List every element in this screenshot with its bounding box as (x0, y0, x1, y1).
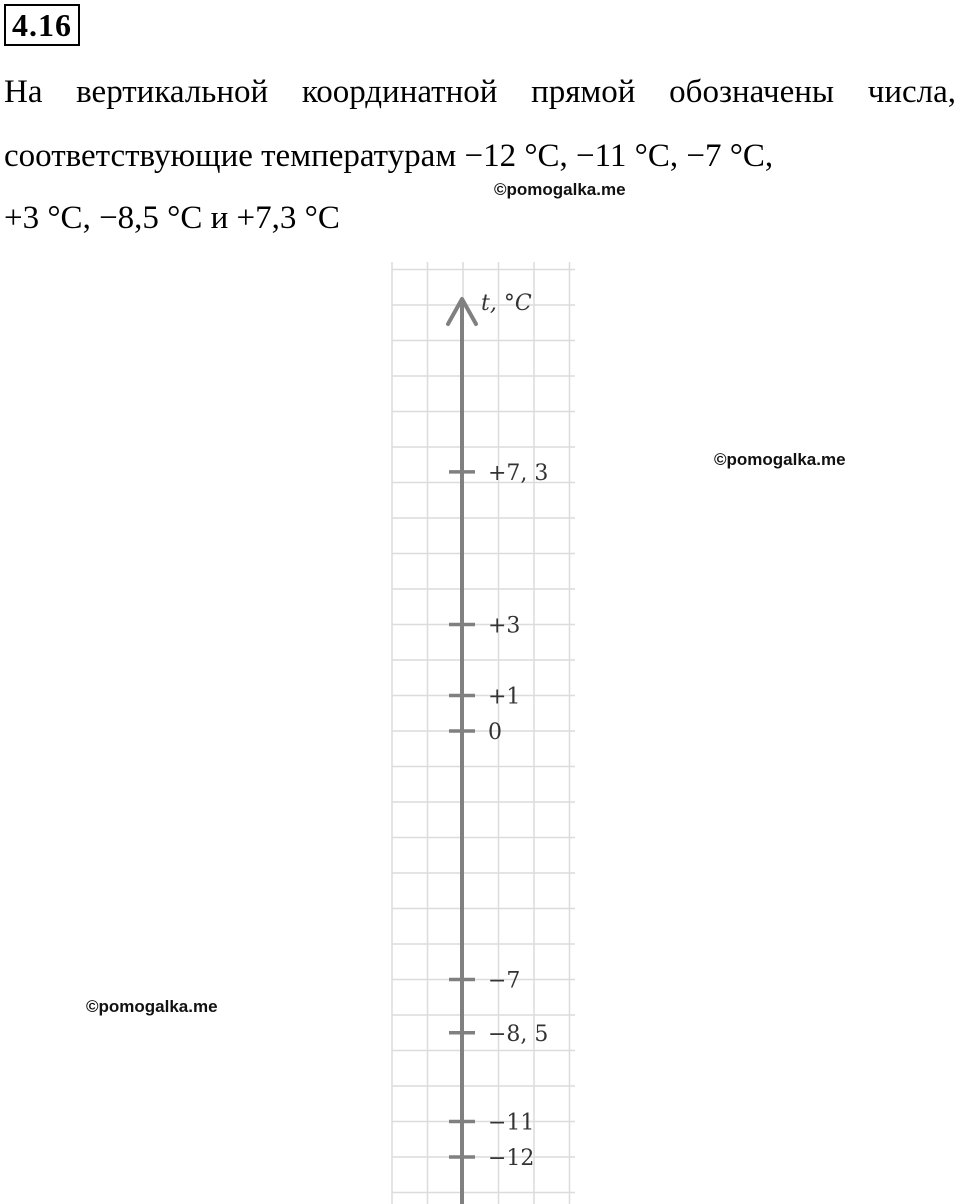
tick-label: −8, 5 (488, 1021, 549, 1047)
statement-line-2: соответствующие температурам −12 °C, −11 °C, −7 °C, (4, 138, 774, 174)
tick-label: −11 (488, 1110, 535, 1136)
tick-label: −7 (488, 968, 521, 994)
problem-number: 4.16 (4, 4, 80, 46)
tick-label: 0 (488, 720, 502, 745)
statement-line-3: +3 °C, −8,5 °C и +7,3 °C (4, 200, 340, 236)
statement-line-1: На вертикальной координатной прямой обозначены числа, (4, 74, 956, 110)
grid (392, 262, 575, 1204)
tick-label: +3 (488, 613, 521, 639)
tick-label: −12 (488, 1146, 535, 1171)
tick-label: +7, 3 (488, 460, 549, 486)
watermark: ©pomogalka.me (714, 450, 846, 469)
tick-label: +1 (488, 684, 521, 710)
watermark: ©pomogalka.me (86, 997, 218, 1016)
watermark: ©pomogalka.me (494, 180, 626, 199)
axis-label: t, °C (481, 291, 532, 316)
vertical-axis (448, 291, 535, 1204)
